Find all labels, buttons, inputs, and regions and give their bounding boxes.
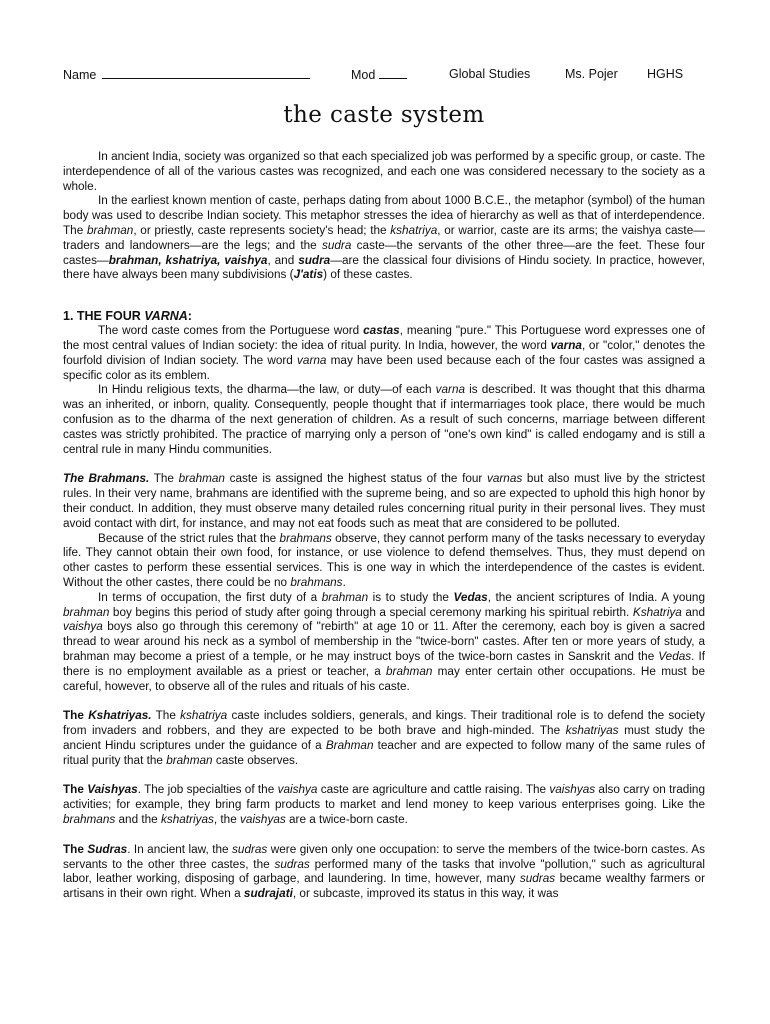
text-run: may have been used because each of the four castes was assigned a specific color as its emblem. [63, 353, 705, 382]
text-run: brahman [166, 753, 213, 767]
text-run: sudrajati [243, 887, 293, 901]
text-run: caste is assigned the highest status of the four [224, 472, 487, 486]
text-run [363, 324, 400, 337]
text-run: kshatriyas [565, 724, 619, 738]
text-run: VARNA [144, 309, 188, 324]
sudras-paragraph [63, 843, 705, 902]
text-run: J'atis [293, 268, 324, 282]
text-run: sudra [298, 253, 331, 267]
text-run: . [342, 575, 346, 589]
text-run: brahman, kshatriya, vaishya [108, 253, 268, 267]
text-run: caste are agriculture and cattle raising. The [317, 783, 550, 797]
text-run: —are the classical four divisions of Hindu society. In practice, however, there have always been many subdivisions ( [63, 253, 705, 282]
text-run: The [149, 472, 179, 486]
text-run: varna [435, 383, 466, 397]
text-run: vaishyas [549, 783, 596, 797]
text-run: In ancient law, the [130, 842, 233, 856]
text-run: Kshatriya [632, 605, 682, 619]
name-blank-line[interactable] [102, 66, 310, 79]
document-body [63, 150, 705, 902]
brahmans-paragraph-2 [63, 532, 705, 591]
text-run: varna [550, 338, 582, 352]
text-run: kshatriya [390, 223, 438, 237]
text-run: vaishya [63, 620, 103, 634]
text-run [244, 887, 293, 900]
text-run: kshatriyas [160, 813, 214, 827]
text-run: , the ancient scriptures of India. A young [487, 590, 705, 604]
text-run: , meaning "pure." This Portuguese word expresses one of the most central values of Indian society: the idea of ritual purity. In India, however, the word [63, 324, 705, 352]
text-run [87, 843, 127, 856]
varna-paragraph-2 [63, 383, 705, 457]
text-run [551, 339, 582, 352]
page-title: the caste system [283, 102, 485, 128]
text-run: . If there is no employment available as a priest or teacher, a [63, 649, 705, 678]
text-run: brahmans [290, 575, 343, 589]
mod-blank-line[interactable] [379, 66, 407, 79]
text-run: brahman [178, 472, 225, 486]
text-run: varna [297, 353, 327, 367]
text-run: The [63, 842, 88, 856]
text-run: is to study the [368, 590, 454, 604]
text-run [298, 254, 330, 267]
text-run: castas [363, 324, 400, 338]
text-run: The [151, 709, 181, 723]
text-run: and the [115, 813, 161, 827]
intro-paragraph-2 [63, 194, 705, 283]
text-run: . [137, 783, 141, 797]
text-run: vaishyas [240, 813, 286, 827]
mod-label: Mod [351, 68, 376, 82]
text-run: 1. THE FOUR [63, 309, 145, 324]
teacher-name: Ms. Pojer [565, 67, 618, 81]
text-run: became wealthy farmers or artisans in their own right. When a [63, 872, 705, 901]
text-run [63, 472, 149, 485]
text-run: Vedas [453, 590, 488, 604]
text-run: Brahman [325, 738, 374, 752]
vaishyas-paragraph [63, 783, 705, 827]
intro-paragraph-1: In ancient India, society was organized so that each specialized job was performed by a specific group, or caste. The interdependence of all of the various castes was recognized, and each one was considered necessary to the society as a whole. [63, 150, 705, 193]
text-run: is described. It was thought that this dharma was an inherited, or inborn, quality. Consequently, people thought that if intermarriages took place, there would be much confusion as to the dharma of the next generation of children. As a result of such concerns, marriage between different castes was strictly prohibited. The practice of marrying only a person of "one's own kind" is called endogamy and is still a central rule in many Hindu communities. [63, 383, 705, 456]
text-run: performed many of the tasks that involve "pollution," such as agricultural labor, leather working, disposing of garbage, and laundering. In time, however, many [63, 857, 705, 886]
course-name: Global Studies [449, 67, 531, 81]
text-run: are a twice-born caste. [285, 813, 408, 827]
text-run: observe, they cannot perform many of the tasks necessary to everyday life. They cannot obtain their own food, for instance, or use violence to defend themselves. Thus, they must depend on other castes to perform these essential services. This is one way in which the interdependence of the castes is evident. Without the other castes, there could be no [63, 531, 706, 589]
text-run: and [681, 605, 706, 619]
text-run [109, 254, 268, 267]
brahmans-lead: The Brahmans. [63, 472, 150, 486]
text-run: brahman [321, 590, 369, 604]
text-run: kshatriya [180, 709, 228, 723]
text-run: must study the ancient Hindu scriptures under the guidance of a [63, 724, 705, 752]
section-heading-four-varna [63, 309, 705, 324]
text-run: caste includes soldiers, generals, and kings. Their traditional role is to defend the society from invaders and robbers, and they are expected to be both brave and high-minded. The [63, 709, 705, 738]
worksheet-header [63, 66, 705, 82]
text-run [294, 268, 324, 281]
text-run: sudras [232, 842, 268, 856]
text-run: sudra [321, 238, 352, 252]
text-run: brahman [63, 605, 110, 619]
text-run: but also must live by the strictest rules. In their very name, brahmans are identified with the supreme being, and so are expected to uphold this high honor by their conduct. In addition, they must observe many detailed rules concerning ritual purity in their personal lives. They must avoid contact with dirt, for instance, and may not eat foods such as meat that are considered to be polluted. [63, 472, 705, 530]
brahmans-paragraph-3 [63, 591, 705, 695]
mod-field[interactable] [351, 66, 407, 83]
text-run: sudras [519, 872, 556, 886]
text-run: teacher and are expected to follow many of the same rules of ritual purity that the [63, 738, 705, 767]
text-run: . [127, 842, 131, 856]
text-run: The [63, 783, 88, 797]
sudras-lead: Sudras [87, 842, 128, 856]
text-run: brahman [386, 664, 433, 678]
text-run: brahmans [279, 531, 332, 545]
text-run: , or priestly, caste represents society's head; the [133, 223, 391, 237]
text-run: , the [213, 813, 241, 827]
name-label: Name [63, 68, 97, 82]
text-run: brahman [86, 223, 134, 237]
kshatriyas-paragraph [63, 709, 705, 768]
text-run: The word caste comes from the Portuguese word [98, 324, 364, 338]
text-run [88, 709, 151, 722]
text-run: also carry on trading activities; for example, they bring farm products to market and lend money to keep various enterprises going. Like the [63, 783, 705, 812]
brahmans-paragraph-1 [63, 472, 705, 531]
text-run: vaishya [277, 783, 318, 797]
text-run: caste—the servants of the other three—are the feet. These four castes— [63, 238, 705, 267]
text-run: may enter certain other occupations. He must be careful, however, to observe all of the rules and rituals of his caste. [63, 664, 706, 693]
name-field[interactable] [63, 66, 310, 83]
text-run: ) of these castes. [323, 268, 413, 282]
text-run [454, 591, 488, 604]
text-run: sudras [274, 857, 310, 871]
text-run: : [187, 309, 192, 324]
text-run: boy begins this period of study after going through a special ceremony marking his spiritual rebirth. [109, 605, 633, 619]
text-run: , or warrior, caste are its arms; the vaishya caste—traders and landowners—are the legs; and the [63, 223, 705, 252]
text-run: In terms of occupation, the first duty of a [98, 590, 322, 604]
text-run: Vedas [658, 649, 692, 663]
text-run: Because of the strict rules that the [98, 531, 280, 545]
text-run: The job specialties of the [141, 783, 278, 797]
text-run: brahmans [63, 813, 116, 827]
text-run: caste observes. [212, 753, 299, 767]
vaishyas-lead: Vaishyas [87, 783, 138, 797]
varna-paragraph-1 [63, 324, 705, 383]
text-run: varnas [486, 472, 523, 486]
text-run: , and [267, 253, 299, 267]
text-run: , or "color," denotes the fourfold division of Indian society. The word [63, 338, 705, 367]
school-name: HGHS [647, 67, 684, 81]
text-run: boys also go through this ceremony of "rebirth" at age 10 or 11. After the ceremony, each boy is given a sacred thread to wear around his neck as a symbol of membership in the "twice-born" castes. After ten or more years of study, a brahman may become a priest of a temple, or he may instruct boys of the twice-born castes in Sanskrit and the [63, 620, 705, 663]
text-run: In the earliest known mention of caste, perhaps dating from about 1000 B.C.E., the metaphor (symbol) of the human body was used to describe Indian society. This metaphor stresses the idea of hierarchy as well as that of interdependence. The [63, 194, 705, 237]
text-run: were given only one occupation: to serve the members of the twice-born castes. As servants to the other three castes, the [63, 842, 705, 871]
text-run: In Hindu religious texts, the dharma—the law, or duty—of each [98, 383, 436, 397]
text-run [87, 783, 138, 796]
kshatriyas-lead: Kshatriyas. [88, 709, 152, 723]
text-run: The [63, 709, 89, 723]
text-run: , or subcaste, improved its status in this way, it was [292, 887, 559, 901]
